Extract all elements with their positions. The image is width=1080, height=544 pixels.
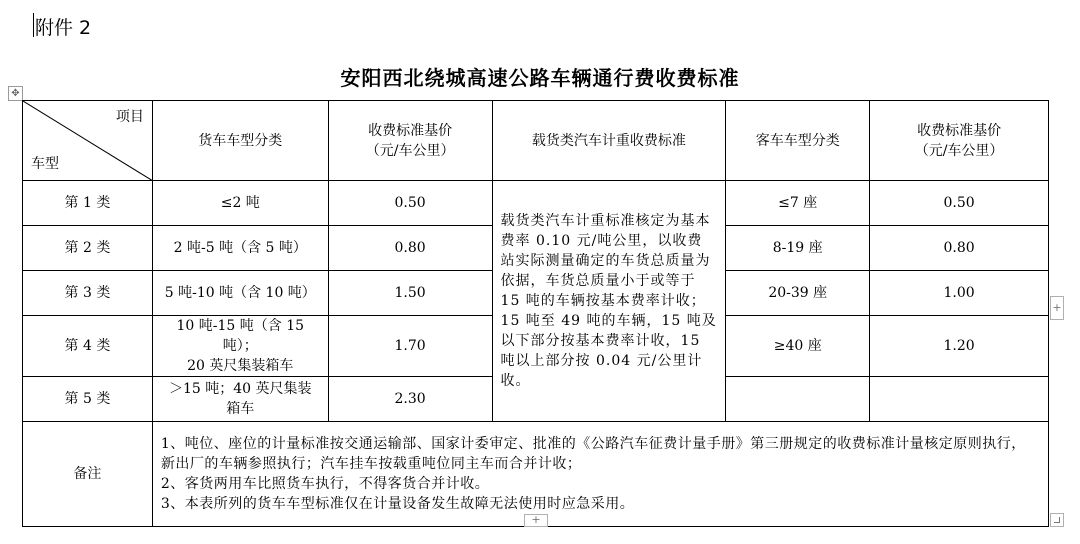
table-row (23, 181, 1049, 226)
header-truck-rate: 收费标准基价 （元/车公里） (328, 101, 492, 181)
bus-rate-cell: 1.00 (870, 271, 1049, 316)
notes-row (23, 422, 1049, 527)
diagonal-header-cell (23, 101, 153, 181)
header-truck-class: 货车车型分类 (152, 101, 328, 181)
add-column-icon[interactable]: + (1050, 296, 1064, 320)
note-item: 1、吨位、座位的计量标准按交通运输部、国家计委审定、批准的《公路汽车征费计量手册》第三册规定的收费标准计量核定原则执行，新出厂的车辆参照执行；汽车挂车按载重吨位同主车而合并计收； (160, 436, 1026, 472)
bus-rate-cell: 0.80 (870, 226, 1049, 271)
bus-type-cell (726, 377, 870, 422)
document-title: 安阳西北绕城高速公路车辆通行费收费标准 (340, 66, 740, 90)
vehicle-class-cell: 第 4 类 (23, 316, 153, 377)
notes-content-cell (152, 422, 1048, 527)
bus-rate-cell: 0.50 (870, 181, 1049, 226)
truck-rate-cell: 2.30 (328, 377, 492, 422)
bus-type-cell: ≥40 座 (726, 316, 870, 377)
weight-standard-cell: 载货类汽车计重标准核定为基本费率 0.10 元/吨公里，以收费站实际测量确定的车货总质量为依据，车货总质量小于或等于 15 吨的车辆按基本费率计收；15 吨至 49 吨的车辆，15 吨及以下部分按基本费率计收，15 吨以上部分按 0.04 元/公里计收。 (492, 181, 726, 422)
table-resize-handle-icon[interactable] (1050, 513, 1064, 527)
truck-type-cell: ＞15 吨；40 英尺集装 箱车 (152, 377, 328, 422)
bus-rate-cell (870, 377, 1049, 422)
truck-type-cell: 10 吨-15 吨（含 15 吨）； 20 英尺集装箱车 (152, 316, 328, 377)
text-cursor (33, 13, 34, 37)
header-bus-class: 客车车型分类 (726, 101, 870, 181)
add-row-icon[interactable]: + (524, 514, 548, 527)
truck-rate-cell: 1.50 (328, 271, 492, 316)
fee-standard-table (22, 100, 1049, 527)
truck-type-cell: ≤2 吨 (152, 181, 328, 226)
bus-type-cell: ≤7 座 (726, 181, 870, 226)
note-item: 3、本表所列的货车车型标准仅在计量设备发生故障无法使用时应急采用。 (160, 496, 635, 512)
bus-rate-cell: 1.20 (870, 316, 1049, 377)
table-header-row (23, 101, 1049, 181)
header-bus-rate: 收费标准基价 （元/车公里） (870, 101, 1049, 181)
corner-label-vehicle-type: 车型 (31, 156, 59, 172)
truck-type-cell: 2 吨-5 吨（含 5 吨） (152, 226, 328, 271)
table-move-handle-icon[interactable]: ✥ (8, 86, 23, 101)
bus-type-cell: 8-19 座 (726, 226, 870, 271)
corner-label-item: 项目 (115, 109, 144, 125)
vehicle-class-cell: 第 5 类 (23, 377, 153, 422)
truck-type-cell: 5 吨-10 吨（含 10 吨） (152, 271, 328, 316)
truck-rate-cell: 0.80 (328, 226, 492, 271)
bus-type-cell: 20-39 座 (726, 271, 870, 316)
vehicle-class-cell: 第 2 类 (23, 226, 153, 271)
vehicle-class-cell: 第 1 类 (23, 181, 153, 226)
note-item: 2、客货两用车比照货车执行，不得客货合并计收。 (160, 476, 490, 492)
header-weight-standard: 载货类汽车计重收费标准 (492, 101, 726, 181)
truck-rate-cell: 1.70 (328, 316, 492, 377)
vehicle-class-cell: 第 3 类 (23, 271, 153, 316)
notes-label-cell: 备注 (23, 422, 153, 527)
attachment-label: 附件 2 (35, 17, 92, 39)
truck-rate-cell: 0.50 (328, 181, 492, 226)
